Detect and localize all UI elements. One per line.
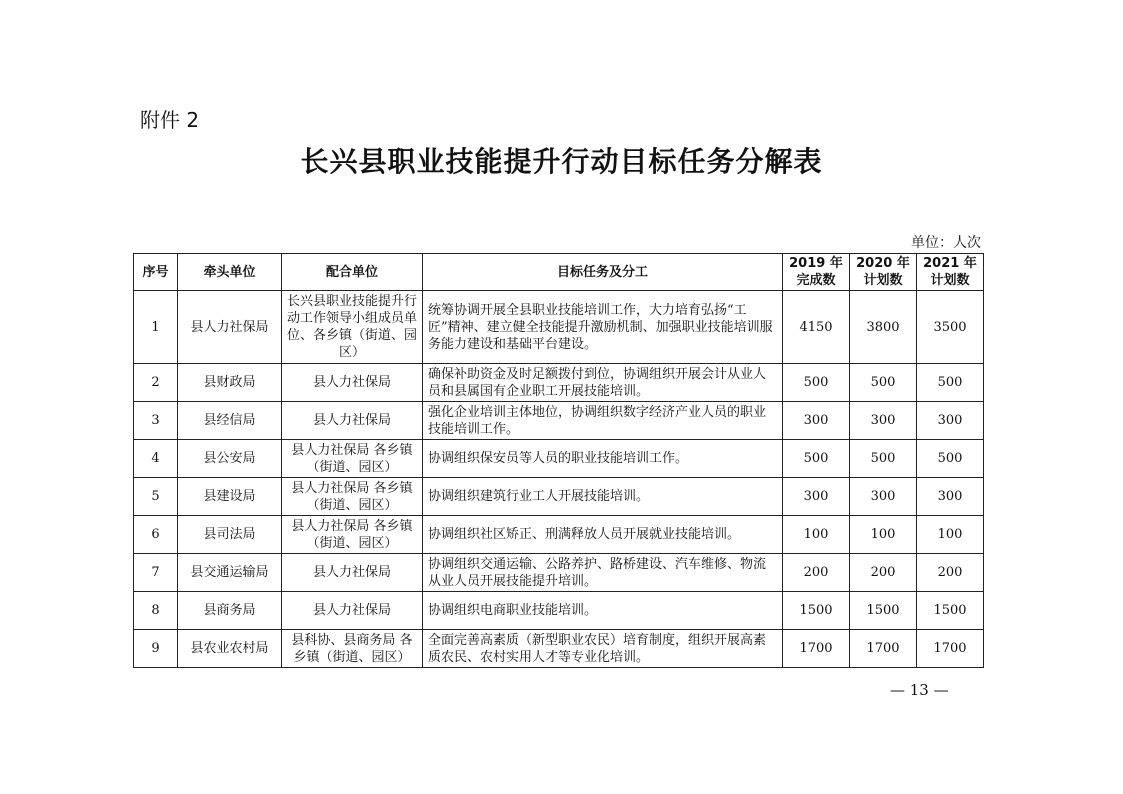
cell-lead-unit: 县经信局	[178, 402, 282, 440]
cell-2020: 500	[850, 364, 917, 402]
table-header-row	[134, 254, 984, 291]
header-2020	[850, 254, 917, 291]
header-2021-year: 2021 年	[923, 256, 977, 271]
cell-task: 统筹协调开展全县职业技能培训工作，大力培育弘扬“工匠”精神、建立健全技能提升激励机制、加强职业技能培训服务能力建设和基础平台建设。	[423, 291, 783, 364]
page-title: 长兴县职业技能提升行动目标任务分解表	[300, 145, 823, 178]
cell-2021: 1700	[917, 630, 984, 668]
cell-seq: 4	[134, 440, 178, 478]
cell-2020: 300	[850, 402, 917, 440]
cell-task: 协调组织社区矫正、刑满释放人员开展就业技能培训。	[423, 516, 783, 554]
cell-2020: 500	[850, 440, 917, 478]
cell-lead-unit: 县财政局	[178, 364, 282, 402]
table-row	[134, 440, 984, 478]
cell-2020: 300	[850, 478, 917, 516]
cell-2019: 1700	[783, 630, 850, 668]
cell-2020: 1500	[850, 592, 917, 630]
cell-2019: 200	[783, 554, 850, 592]
cell-2021: 3500	[917, 291, 984, 364]
cell-coop-unit: 县人力社保局	[282, 364, 423, 402]
cell-2021: 100	[917, 516, 984, 554]
table-row	[134, 402, 984, 440]
cell-lead-unit: 县人力社保局	[178, 291, 282, 364]
task-table	[133, 253, 984, 668]
cell-seq: 3	[134, 402, 178, 440]
cell-2020: 200	[850, 554, 917, 592]
cell-2019: 300	[783, 478, 850, 516]
cell-2019: 300	[783, 402, 850, 440]
header-2019-sub: 完成数	[796, 273, 836, 288]
cell-2019: 500	[783, 440, 850, 478]
cell-lead-unit: 县建设局	[178, 478, 282, 516]
cell-lead-unit: 县公安局	[178, 440, 282, 478]
cell-task: 强化企业培训主体地位，协调组织数字经济产业人员的职业技能培训工作。	[423, 402, 783, 440]
header-2020-year: 2020 年	[856, 256, 910, 271]
cell-seq: 8	[134, 592, 178, 630]
cell-coop-unit: 县人力社保局 各乡镇（街道、园区）	[282, 516, 423, 554]
table-row	[134, 364, 984, 402]
table-row	[134, 291, 984, 364]
header-2019	[783, 254, 850, 291]
header-coop-unit: 配合单位	[282, 254, 423, 291]
page-number: — 13 —	[890, 681, 949, 699]
cell-2019: 4150	[783, 291, 850, 364]
cell-seq: 5	[134, 478, 178, 516]
cell-task: 协调组织交通运输、公路养护、路桥建设、汽车维修、物流从业人员开展技能提升培训。	[423, 554, 783, 592]
cell-seq: 6	[134, 516, 178, 554]
cell-coop-unit: 长兴县职业技能提升行动工作领导小组成员单位、各乡镇（街道、园区）	[282, 291, 423, 364]
cell-coop-unit: 县人力社保局	[282, 402, 423, 440]
cell-2020: 3800	[850, 291, 917, 364]
cell-2019: 500	[783, 364, 850, 402]
cell-task: 协调组织保安员等人员的职业技能培训工作。	[423, 440, 783, 478]
cell-2021: 300	[917, 478, 984, 516]
cell-lead-unit: 县交通运输局	[178, 554, 282, 592]
table-row	[134, 630, 984, 668]
cell-seq: 2	[134, 364, 178, 402]
header-lead-unit: 牵头单位	[178, 254, 282, 291]
cell-coop-unit: 县人力社保局 各乡镇（街道、园区）	[282, 478, 423, 516]
cell-2021: 500	[917, 364, 984, 402]
header-task: 目标任务及分工	[423, 254, 783, 291]
cell-seq: 1	[134, 291, 178, 364]
table-row	[134, 592, 984, 630]
cell-lead-unit: 县农业农村局	[178, 630, 282, 668]
cell-lead-unit: 县司法局	[178, 516, 282, 554]
header-2020-sub: 计划数	[863, 273, 903, 288]
header-2019-year: 2019 年	[789, 256, 843, 271]
cell-task: 协调组织电商职业技能培训。	[423, 592, 783, 630]
table-row	[134, 478, 984, 516]
cell-2021: 200	[917, 554, 984, 592]
cell-coop-unit: 县人力社保局	[282, 554, 423, 592]
cell-2021: 300	[917, 402, 984, 440]
header-2021	[917, 254, 984, 291]
header-2021-sub: 计划数	[930, 273, 970, 288]
cell-lead-unit: 县商务局	[178, 592, 282, 630]
cell-2020: 1700	[850, 630, 917, 668]
cell-task: 全面完善高素质（新型职业农民）培育制度，组织开展高素质农民、农村实用人才等专业化培训。	[423, 630, 783, 668]
cell-2019: 100	[783, 516, 850, 554]
cell-2021: 1500	[917, 592, 984, 630]
cell-2020: 100	[850, 516, 917, 554]
cell-seq: 9	[134, 630, 178, 668]
cell-coop-unit: 县科协、县商务局 各乡镇（街道、园区）	[282, 630, 423, 668]
cell-task: 确保补助资金及时足额拨付到位，协调组织开展会计从业人员和县属国有企业职工开展技能培训。	[423, 364, 783, 402]
cell-2021: 500	[917, 440, 984, 478]
table-row	[134, 516, 984, 554]
cell-seq: 7	[134, 554, 178, 592]
attachment-label: 附件 2	[140, 108, 200, 132]
cell-coop-unit: 县人力社保局	[282, 592, 423, 630]
unit-label: 单位：人次	[911, 235, 981, 251]
cell-2019: 1500	[783, 592, 850, 630]
cell-coop-unit: 县人力社保局 各乡镇（街道、园区）	[282, 440, 423, 478]
header-seq: 序号	[134, 254, 178, 291]
cell-task: 协调组织建筑行业工人开展技能培训。	[423, 478, 783, 516]
table-row	[134, 554, 984, 592]
